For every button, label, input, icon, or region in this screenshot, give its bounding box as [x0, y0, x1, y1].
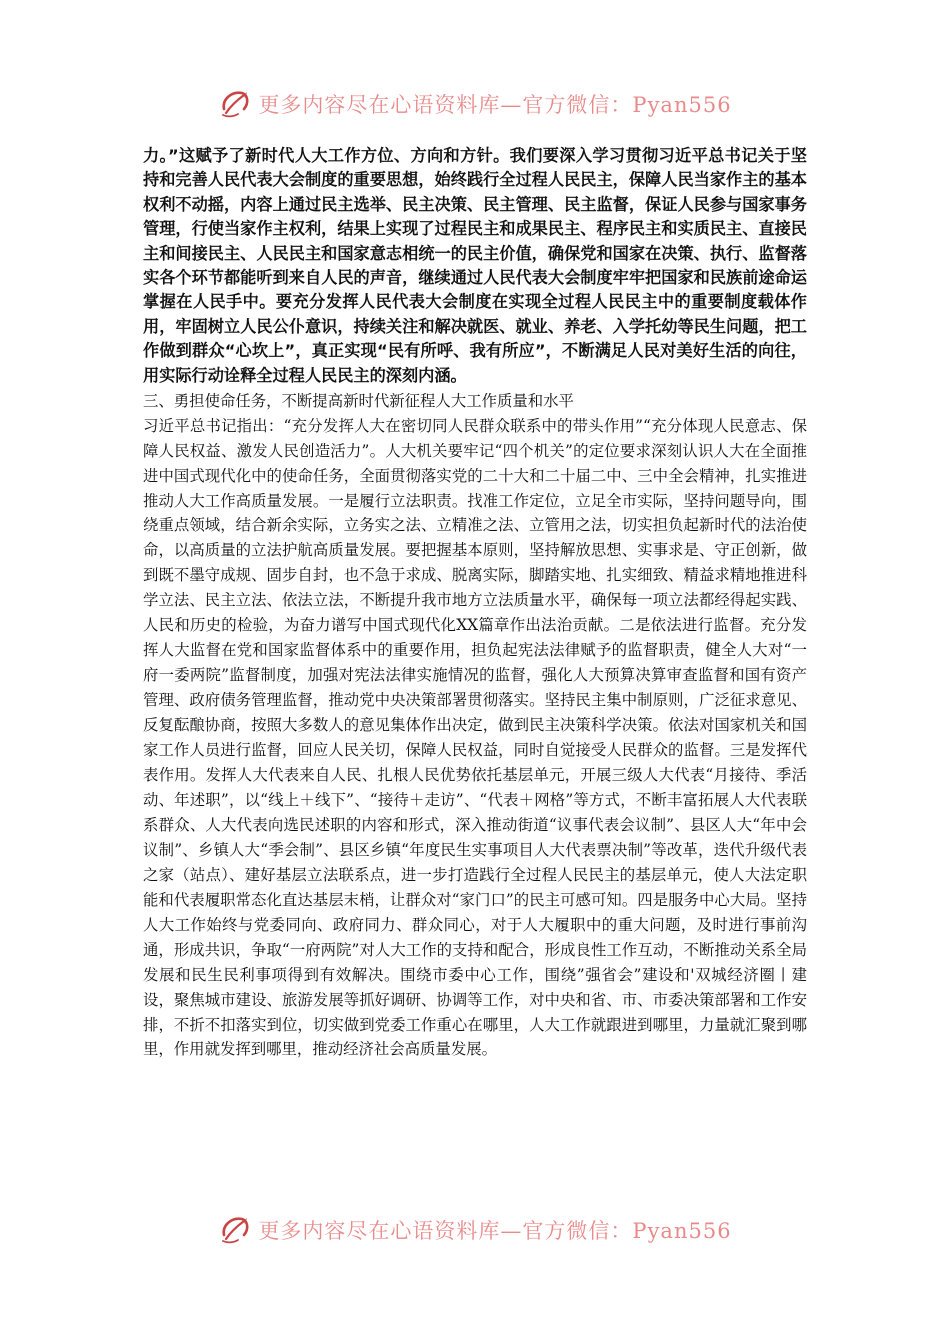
footer-banner — [0, 1210, 950, 1250]
header-banner — [0, 84, 950, 124]
pen-writing-icon — [218, 1213, 252, 1247]
section-heading-3: 三、勇担使命任务，不断提高新时代新征程人大工作质量和水平 — [143, 392, 574, 411]
pen-writing-icon — [218, 87, 252, 121]
paragraph-1: 力。”这赋予了新时代人大工作方位、方向和方针。我们要深入学习贯彻习近平总书记关于坚持和完善人民代表大会制度的重要思想，始终践行全过程人民民主，保障人民当家作主的基本权利不动摇，内容上通过民主选举、民主决策、民主管理、民主监督，保证人民参与国家事务管理，行使当家作主权利，结果上实现了过程民主和成果民主、程序民主和实质民主、直接民主和间接民主、人民民主和国家意志相统一的民主价值，确保党和国家在决策、执行、监督落实各个环节都能听到来自人民的声音，继续通过人民代表大会制度牢牢把国家和民族前途命运掌握在人民手中。要充分发挥人民代表大会制度在实现全过程人民民主中的重要制度载体作用，牢固树立人民公仆意识，持续关注和解决就医、就业、养老、入学托幼等民生问题，把工作做到群众“心坎上”，真正实现“民有所呼、我有所应”，不断满足人民对美好生活的向往，用实际行动诠释全过程人民民主的深刻内涵。 — [143, 146, 807, 385]
banner-text: 更多内容尽在心语资料库—官方微信：Pyan556 — [258, 93, 732, 117]
banner-text: 更多内容尽在心语资料库—官方微信：Pyan556 — [258, 1219, 732, 1243]
paragraph-2: 习近平总书记指出：“充分发挥人大在密切同人民群众联系中的带头作用”“充分体现人民意志、保障人民权益、激发人民创造活力”。人大机关要牢记“四个机关”的定位要求深刻认识人大在全面推进中国式现代化中的使命任务，全面贯彻落实党的二十大和二十届二中、三中全会精神，扎实推进推动人大工作高质量发展。一是履行立法职责。找准工作定位，立足全市实际，坚持问题导向，围绕重点领域，结合新余实际，立务实之法、立精准之法、立管用之法，切实担负起新时代的法治使命，以高质量的立法护航高质量发展。要把握基本原则，坚持解放思想、实事求是、守正创新，做到既不墨守成规、固步自封，也不急于求成、脱离实际，脚踏实地、扎实细致、精益求精地推进科学立法、民主立法、依法立法，不断提升我市地方立法质量水平，确保每一项立法都经得起实践、人民和历史的检验，为奋力谱写中国式现代化XX篇章作出法治贡献。二是依法进行监督。充分发挥人大监督在党和国家监督体系中的重要作用，担负起宪法法律赋予的监督职责，健全人大对“一府一委两院”监督制度，加强对宪法法律实施情况的监督，强化人大预算决算审查监督和国有资产管理、政府债务管理监督，推动党中央决策部署贯彻落实。坚持民主集中制原则，广泛征求意见、反复酝酿协商，按照大多数人的意见集体作出决定，做到民主决策科学决策。依法对国家机关和国家工作人员进行监督，回应人民关切，保障人民权益，同时自觉接受人民群众的监督。三是发挥代表作用。发挥人大代表来自人民、扎根人民优势依托基层单元，开展三级人大代表“月接待、季活动、年述职”，以“线上＋线下”、“接待＋走访”、“代表＋网格”等方式，不断丰富拓展人大代表联系群众、人大代表向选民述职的内容和形式，深入推动街道“议事代表会议制”、县区人大“年中会议制”、乡镇人大“季会制”、县区乡镇“年度民生实事项目人大代表票决制”等改革，迭代升级代表之家（站点）、建好基层立法联系点，进一步打造践行全过程人民民主的基层单元，使人大法定职能和代表履职常态化直达基层末梢，让群众对“家门口”的民主可感可知。四是服务中心大局。坚持人大工作始终与党委同向、政府同力、群众同心，对于人大履职中的重大问题，及时进行事前沟通，形成共识，争取“一府两院”对人大工作的支持和配合，形成良性工作互动，不断推动关系全局发展和民生民利事项得到有效解决。围绕市委中心工作，围绕”强省会”建设和'双城经济圈丨建设，聚焦城市建设、旅游发展等抓好调研、协调等工作，对中央和省、市、市委决策部署和工作安排，不折不扣落实到位，切实做到党委工作重心在哪里，人大工作就跟进到哪里，力量就汇聚到哪里，作用就发挥到哪里，推动经济社会高质量发展。 — [143, 416, 807, 1059]
document-body — [143, 144, 807, 1062]
